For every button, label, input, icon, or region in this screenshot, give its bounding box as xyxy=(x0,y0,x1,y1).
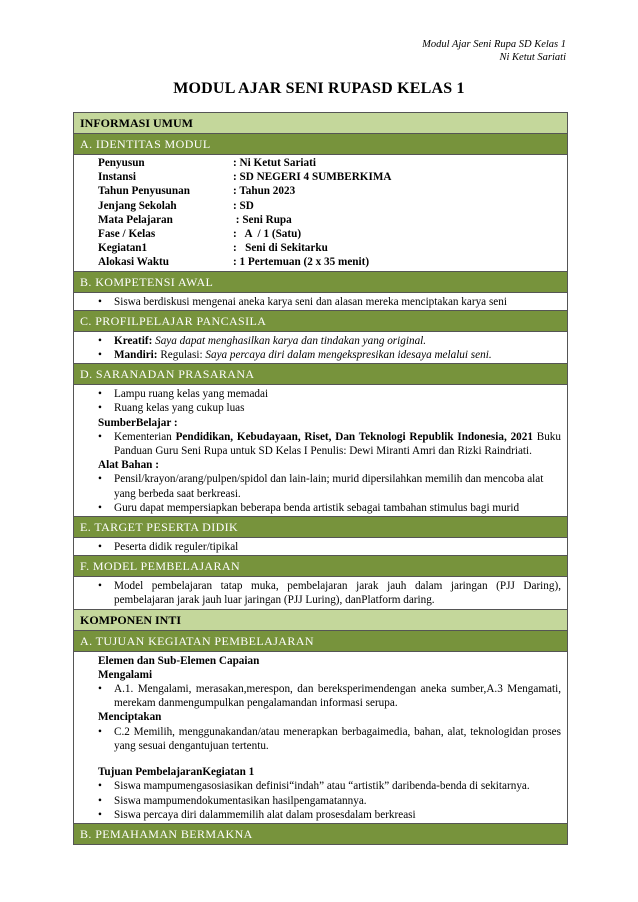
list-item: • A.1. Mengalami, merasakan,merespon, dan bereksperimendengan aneka sumber,A.3 Mengamati, merekam danmengumpulkan pengalamandan informasi serupa. xyxy=(98,682,561,710)
list-item: • Siswa percaya diri dalammemilih alat dalam prosesdalam berkreasi xyxy=(98,808,561,822)
document-title: MODUL AJAR SENI RUPASD KELAS 1 xyxy=(173,80,465,97)
alat-list xyxy=(98,472,561,515)
tujuan-list xyxy=(98,779,561,822)
identitas-value: : SD xyxy=(233,199,254,212)
tujuan-content xyxy=(74,652,567,824)
running-header xyxy=(422,38,566,64)
identitas-row xyxy=(98,170,561,184)
sarana-content xyxy=(74,385,567,517)
section-kompetensi-awal: B. KOMPETENSI AWAL xyxy=(74,272,567,293)
identitas-value: : A / 1 (Satu) xyxy=(233,228,302,241)
identitas-value: : Seni Rupa xyxy=(233,213,292,226)
identitas-row xyxy=(98,227,561,241)
menciptakan-list xyxy=(98,725,561,753)
identitas-value: : Tahun 2023 xyxy=(233,185,296,198)
mengalami-list xyxy=(98,682,561,710)
module-table xyxy=(73,112,568,845)
sumber-list xyxy=(98,430,561,458)
identitas-row xyxy=(98,199,561,213)
list-item: • Guru dapat mempersiapkan beberapa benda artistik sebagai tambahan stimulus bagi murid xyxy=(98,501,561,515)
identitas-value: : 1 Pertemuan (2 x 35 menit) xyxy=(233,256,370,269)
identitas-content xyxy=(74,155,567,272)
header-author: Ni Ketut Sariati xyxy=(499,52,566,63)
tujuan-heading: Tujuan PembelajaranKegiatan 1 xyxy=(98,766,255,779)
list-item xyxy=(98,348,561,362)
section-tujuan-kegiatan: A. TUJUAN KEGIATAN PEMBELAJARAN xyxy=(74,631,567,652)
model-content xyxy=(74,577,567,609)
list-item: • Siswa berdiskusi mengenai aneka karya seni dan alasan mereka menciptakan karya seni xyxy=(98,295,561,309)
identitas-key: Fase / Kelas xyxy=(98,228,156,241)
list-item: • Model pembelajaran tatap muka, pembelajaran jarak jauh dalam jaringan (PJJ Daring), pembelajaran jarak jauh luar jaringan (PJJ Luring), danPlatform daring. xyxy=(98,579,561,607)
section-informasi-umum: INFORMASI UMUM xyxy=(74,113,567,134)
list-item xyxy=(98,430,561,458)
list-item: • Siswa mampumengasosiasikan definisi“indah” atau “artistik” daribenda-benda di sekitarnya. xyxy=(98,779,561,793)
profil-label: Kreatif: xyxy=(114,334,153,347)
identitas-row xyxy=(98,156,561,170)
spacer xyxy=(98,753,561,765)
sarana-list xyxy=(98,387,561,415)
section-profil-pelajar: C. PROFILPELAJAR PANCASILA xyxy=(74,311,567,332)
target-content xyxy=(74,538,567,556)
model-list xyxy=(98,579,561,607)
menciptakan-label: Menciptakan xyxy=(98,711,162,724)
profil-label: Mandiri: xyxy=(114,349,158,362)
section-sarana-prasarana: D. SARANADAN PRASARANA xyxy=(74,364,567,385)
list-item: • C.2 Memilih, menggunakandan/atau menerapkan berbagaimedia, bahan, alat, teknologidan proses yang sesuai dengantujuan tertentu. xyxy=(98,725,561,753)
identitas-key: Alokasi Waktu xyxy=(98,256,169,269)
list-item xyxy=(98,334,561,348)
section-target-peserta: E. TARGET PESERTA DIDIK xyxy=(74,517,567,538)
list-item: • Siswa mampumendokumentasikan hasilpengamatannya. xyxy=(98,794,561,808)
header-module-title: Modul Ajar Seni Rupa SD Kelas 1 xyxy=(422,39,566,50)
profil-list xyxy=(98,334,561,362)
section-pemahaman-bermakna: B. PEMAHAMAN BERMAKNA xyxy=(74,824,567,845)
mengalami-label: Mengalami xyxy=(98,668,153,681)
section-model-pembelajaran: F. MODEL PEMBELAJARAN xyxy=(74,556,567,577)
identitas-key: Instansi xyxy=(98,171,136,184)
identitas-row xyxy=(98,241,561,255)
identitas-value: : Seni di Sekitarku xyxy=(233,242,328,255)
profil-content xyxy=(74,332,567,364)
profil-text: Saya percaya diri dalam mengekspresikan idesaya melalui seni. xyxy=(205,349,492,362)
sumber-publisher: Pendidikan, Kebudayaan, Riset, Dan Teknologi Republik Indonesia, 2021 xyxy=(175,430,533,443)
identitas-key: Jenjang Sekolah xyxy=(98,199,177,212)
kompetensi-content xyxy=(74,293,567,311)
target-list xyxy=(98,540,561,554)
sumber-belajar-label: SumberBelajar : xyxy=(98,416,178,429)
identitas-key: Mata Pelajaran xyxy=(98,213,173,226)
alat-bahan-label: Alat Bahan : xyxy=(98,459,159,472)
kompetensi-list xyxy=(98,295,561,309)
section-komponen-inti: KOMPONEN INTI xyxy=(74,610,567,631)
identitas-row xyxy=(98,184,561,198)
identitas-value: : SD NEGERI 4 SUMBERKIMA xyxy=(233,171,392,184)
list-item: • Lampu ruang kelas yang memadai xyxy=(98,387,561,401)
profil-mid: Regulasi: xyxy=(157,349,206,362)
identitas-value: : Ni Ketut Sariati xyxy=(233,157,316,169)
section-identitas-modul: A. IDENTITAS MODUL xyxy=(74,134,567,155)
sumber-post: Buku Panduan Guru Seni Rupa untuk SD Kelas I Penulis: Dewi Miranti Amri dan Rizki Raindriati. xyxy=(114,430,561,458)
identitas-key: Tahun Penyusunan xyxy=(98,185,190,198)
sumber-pre: Kementerian xyxy=(114,430,176,443)
identitas-key: Kegiatan1 xyxy=(98,242,148,255)
list-item: • Pensil/krayon/arang/pulpen/spidol dan lain-lain; murid dipersilahkan memilih dan mencoba alat yang berbeda saat berkreasi. xyxy=(98,472,561,500)
elemen-heading: Elemen dan Sub-Elemen Capaian xyxy=(98,654,260,667)
identitas-row xyxy=(98,213,561,227)
profil-text: Saya dapat menghasilkan karya dan tindakan yang original. xyxy=(152,334,427,347)
identitas-key: Penyusun xyxy=(98,157,145,169)
list-item: • Ruang kelas yang cukup luas xyxy=(98,401,561,415)
identitas-row xyxy=(98,255,561,269)
list-item: • Peserta didik reguler/tipikal xyxy=(98,540,561,554)
